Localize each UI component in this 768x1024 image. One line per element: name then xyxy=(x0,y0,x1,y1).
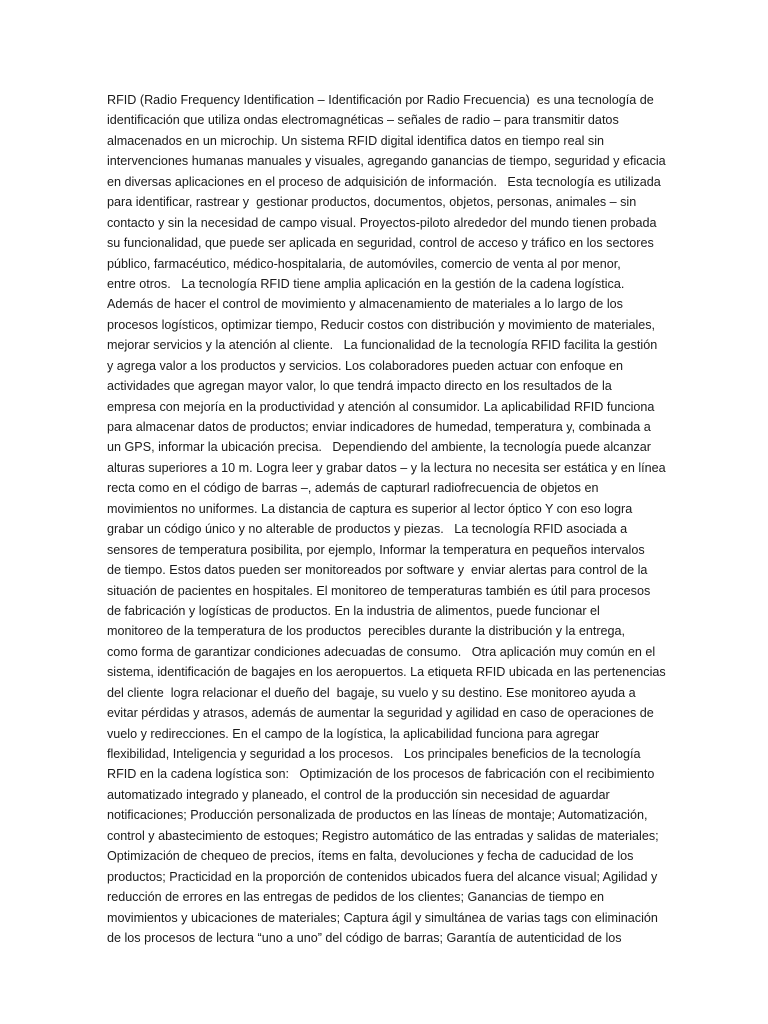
text-line: vuelo y redirecciones. En el campo de la logística, la aplicabilidad funciona para agregar xyxy=(107,726,600,741)
text-line: contacto y sin la necesidad de campo visual. Proyectos-piloto alrededor del mundo tienen probada xyxy=(107,215,657,230)
text-line: almacenados en un microchip. Un sistema RFID digital identifica datos en tiempo real sin xyxy=(107,133,604,148)
text-line: productos; Practicidad en la proporción de contenidos ubicados fuera del alcance visual; Agilidad y xyxy=(107,869,658,884)
text-line: notificaciones; Producción personalizada de productos en las líneas de montaje; Automatización, xyxy=(107,808,648,823)
document-body-text xyxy=(107,90,667,948)
text-line: reducción de errores en las entregas de pedidos de los clientes; Ganancias de tiempo en xyxy=(107,890,605,905)
text-line: su funcionalidad, que puede ser aplicada en seguridad, control de acceso y tráfico en los sectores xyxy=(107,236,654,251)
text-line: grabar un código único y no alterable de productos y piezas. La tecnología RFID asociada a xyxy=(107,522,628,537)
text-line: sensores de temperatura posibilita, por ejemplo, Informar la temperatura en pequeños intervalos xyxy=(107,542,645,557)
text-line: evitar pérdidas y atrasos, además de aumentar la seguridad y agilidad en caso de operaciones de xyxy=(107,706,654,721)
text-line: RFID en la cadena logística son: Optimización de los procesos de fabricación con el recibimiento xyxy=(107,767,655,782)
text-line: para identificar, rastrear y gestionar productos, documentos, objetos, personas, animales – sin xyxy=(107,195,637,210)
text-line: movimientos no uniformes. La distancia de captura es superior al lector óptico Y con eso logra xyxy=(107,501,633,516)
text-line: control y abastecimiento de estoques; Registro automático de las entradas y salidas de materiales; xyxy=(107,828,659,843)
text-line: automatizado integrado y planeado, el control de la producción sin necesidad de aguardar xyxy=(107,787,610,802)
text-line: del cliente logra relacionar el dueño del bagaje, su vuelo y su destino. Ese monitoreo ayuda a xyxy=(107,685,636,700)
text-line: procesos logísticos, optimizar tiempo, Reducir costos con distribución y movimiento de materiales, xyxy=(107,317,656,332)
text-line: intervenciones humanas manuales y visuales, agregando ganancias de tiempo, seguridad y eficacia xyxy=(107,154,666,169)
text-line: de tiempo. Estos datos pueden ser monitoreados por software y enviar alertas para control de la xyxy=(107,563,648,578)
text-line: como forma de garantizar condiciones adecuadas de consumo. Otra aplicación muy común en el xyxy=(107,644,656,659)
text-line: en diversas aplicaciones en el proceso de adquisición de información. Esta tecnología es utilizada xyxy=(107,174,661,189)
text-line: un GPS, informar la ubicación precisa. Dependiendo del ambiente, la tecnología puede alcanzar xyxy=(107,440,651,455)
text-line: Además de hacer el control de movimiento y almacenamiento de materiales a lo largo de los xyxy=(107,297,623,312)
text-line: situación de pacientes en hospitales. El monitoreo de temperaturas también es útil para procesos xyxy=(107,583,651,598)
text-line: alturas superiores a 10 m. Logra leer y grabar datos – y la lectura no necesita ser estática y en línea xyxy=(107,460,666,475)
text-line: flexibilidad, Inteligencia y seguridad a los procesos. Los principales beneficios de la tecnología xyxy=(107,747,641,761)
text-line: sistema, identificación de bagajes en los aeropuertos. La etiqueta RFID ubicada en las pertenencias xyxy=(107,665,666,680)
text-line: y agrega valor a los productos y servicios. Los colaboradores pueden actuar con enfoque en xyxy=(107,358,623,373)
text-line: para almacenar datos de productos; enviar indicadores de humedad, temperatura y, combinada a xyxy=(107,420,651,434)
text-line: Optimización de chequeo de precios, ítems en falta, devoluciones y fecha de caducidad de los xyxy=(107,849,634,864)
text-line: recta como en el código de barras –, además de capturarl radiofrecuencia de objetos en xyxy=(107,481,599,496)
text-line: de fabricación y logísticas de productos. En la industria de alimentos, puede funcionar el xyxy=(107,603,600,618)
text-line: RFID (Radio Frequency Identification – Identificación por Radio Frecuencia) es una tecnología de xyxy=(107,93,654,107)
text-line: de los procesos de lectura “uno a uno” del código de barras; Garantía de autenticidad de los xyxy=(107,930,622,945)
text-line: empresa con mejoría en la productividad y atención al consumidor. La aplicabilidad RFID funciona xyxy=(107,399,655,414)
text-line: identificación que utiliza ondas electromagnéticas – señales de radio – para transmitir datos xyxy=(107,113,619,128)
text-line: monitoreo de la temperatura de los productos perecibles durante la distribución y la entrega, xyxy=(107,624,626,639)
text-line: entre otros. La tecnología RFID tiene amplia aplicación en la gestión de la cadena logística. xyxy=(107,276,625,291)
text-line: movimientos y ubicaciones de materiales; Captura ágil y simultánea de varias tags con eliminación xyxy=(107,910,658,925)
text-line: público, farmacéutico, médico-hospitalaria, de automóviles, comercio de venta al por menor, xyxy=(107,256,621,271)
text-line: mejorar servicios y la atención al cliente. La funcionalidad de la tecnología RFID facilita la gestión xyxy=(107,338,658,353)
text-line: actividades que agregan mayor valor, lo que tendrá impacto directo en los resultados de la xyxy=(107,379,612,394)
